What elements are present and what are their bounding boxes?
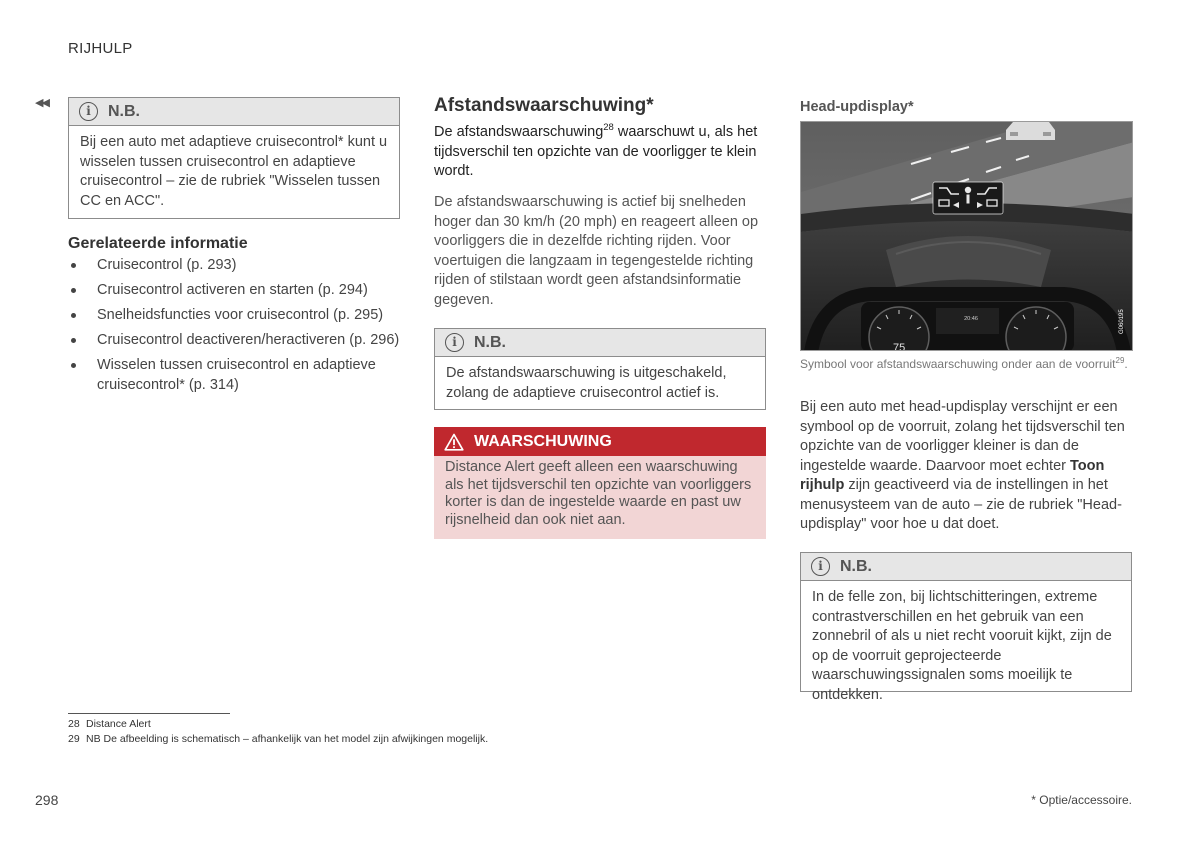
note-box-cruise-switch [68,97,400,219]
related-link-speed-functions[interactable]: Snelheidsfuncties voor cruisecontrol (p. 295) [68,306,408,326]
cluster-speed: 75 [893,342,906,351]
note-header [69,98,399,126]
distance-alert-hud-icon [933,182,1003,214]
note-title: N.B. [840,557,872,575]
page-number: 298 [35,792,59,808]
body-paragraph: De afstandswaarschuwing is actief bij snelheden hoger dan 30 km/h (20 mph) en reageert alleen op voorliggers die in dezelfde richting rijden. Voor voertuigen die langzaam in tegengestelde richting rijden of stilstaan wordt geen afstandsinformatie gegeven. [434,194,759,308]
related-info-heading: Gerelateerde informatie [68,235,248,252]
related-link-cruisecontrol[interactable]: Cruisecontrol (p. 293) [68,256,408,276]
note-title: N.B. [474,333,506,351]
warning-text: Distance Alert geeft alleen een waarschuwing als het tijdsverschil ten opzichte van voorliggers korter is dan de ingestelde waarde en past uw rijsnelheid dan ook niet aan. [445,459,752,528]
related-link-deactivate[interactable]: Cruisecontrol deactiveren/heractiveren (p. 296) [68,331,408,351]
note-header [801,553,1131,581]
note-text: In de felle zon, bij lichtschitteringen, extreme contrastverschillen en het gebruik van een zonnebril of als u niet recht vooruit kijkt, zijn de op de voorruit geprojecteerde waarschuwingssignalen soms moeilijk te ontdekken. [812,589,1112,703]
footnote-29: 29 NB De afbeelding is schematisch – afhankelijk van het model zijn afwijkingen mogelijk. [68,733,489,745]
footnote-ref-28[interactable]: 28 [603,122,614,134]
info-icon: i [811,557,830,576]
footnote-28: 28 Distance Alert [68,718,151,730]
note-title: N.B. [108,102,140,120]
warning-title: WAARSCHUWING [474,432,612,450]
previous-page-icon[interactable]: ◀◀ [35,97,48,109]
section-label: RIJHULP [68,40,133,57]
related-link-switch-acc[interactable]: Wisselen tussen cruisecontrol en adaptieve cruisecontrol* (p. 314) [68,356,408,395]
cluster-clock: 20:46 [964,316,978,322]
footnote-ref-29[interactable]: 29 [1115,356,1125,365]
info-icon: i [445,333,464,352]
intro-paragraph: De afstandswaarschuwing$^{28}$ waarschuwt u, als het tijdsverschil ten opzichte van de voorligger te klein wordt. [434,122,758,179]
note-text: De afstandswaarschuwing is uitgeschakeld, zolang de adaptieve cruisecontrol actief is. [446,365,727,401]
warning-box [434,427,766,539]
note-box-acc-disabled [434,328,766,410]
figure-caption: Symbool voor afstandswaarschuwing onder aan de voorruit$^{29}$. [800,356,1128,371]
hud-illustration [800,121,1133,351]
subheading-head-up-display: Head-updisplay* [800,99,914,115]
note-text: Bij een auto met adaptieve cruisecontrol* kunt u wisselen tussen cruisecontrol en adaptieve cruisecontrol – zie de rubriek "Wisselen tussen CC en ACC". [80,134,388,209]
note-header [435,329,765,357]
related-link-activate[interactable]: Cruisecontrol activeren en starten (p. 294) [68,281,408,301]
note-box-visibility [800,552,1132,703]
info-icon: i [79,102,98,121]
figure-code: G060195 [1119,309,1125,334]
section-heading-distance-alert: Afstandswaarschuwing* [434,95,654,116]
hud-paragraph: Bij een auto met head-updisplay verschijnt er een symbool op de voorruit, zolang het tijdsverschil ten opzichte van de voorligger kleiner is dan de ingestelde waarde. Daarvoor moet echter Toon rijhulp zijn geactiveerd via de instellingen in het menusysteem van de auto – zie de rubriek "Head-updisplay" voor hoe u dat doet. [800,399,1125,532]
related-info-list [68,256,408,401]
warning-header [434,427,766,456]
option-accessory-note: * Optie/accessoire. [1031,793,1132,807]
menu-setting-show-driver-support: Toon rijhulp [800,457,1105,493]
warning-triangle-icon [444,433,464,451]
footnote-divider [68,713,230,714]
